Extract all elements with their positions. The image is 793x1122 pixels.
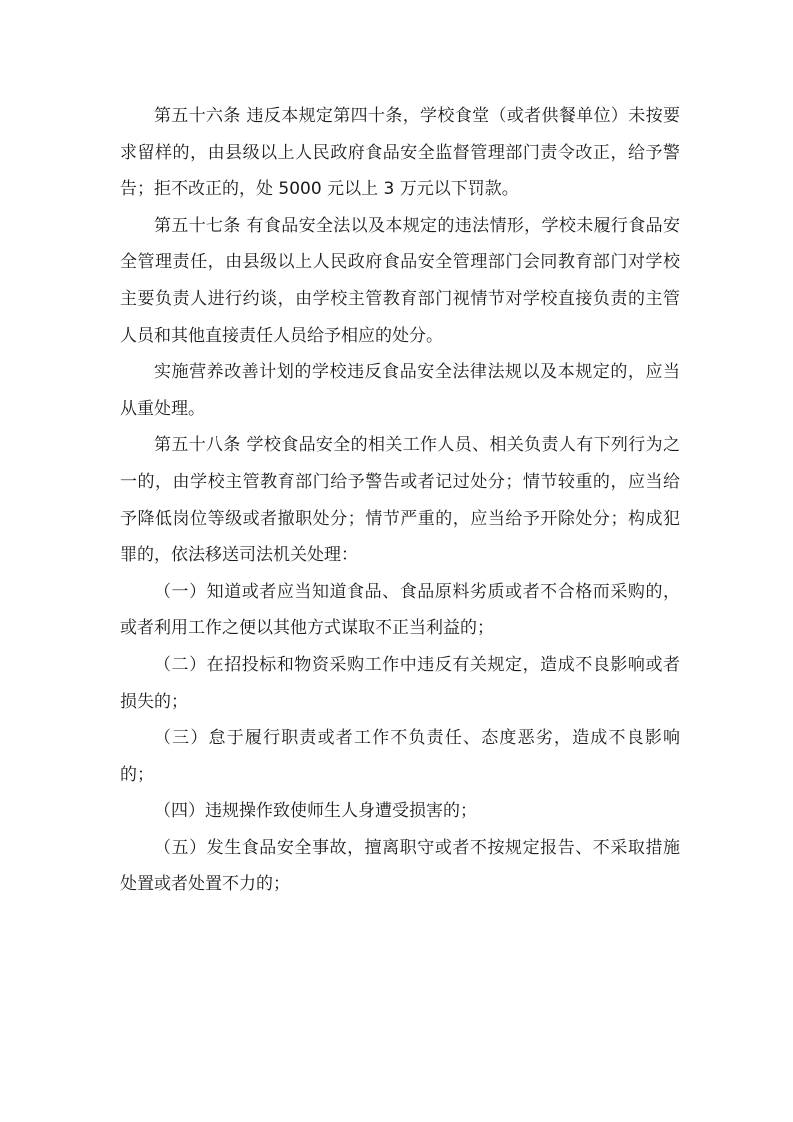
list-item-5: （五）发生食品安全事故，擅离职守或者不按规定报告、不采取措施处置或者处置不力的； [120,837,680,895]
document-body [120,98,680,903]
list-item-2: （二）在招投标和物资采购工作中违反有关规定，造成不良影响或者损失的； [120,654,680,712]
list-item-1: （一）知道或者应当知道食品、食品原料劣质或者不合格而采购的，或者利用工作之便以其他方式谋取不正当利益的； [120,581,680,639]
list-item-4: （四）违规操作致使师生人身遭受损害的； [154,801,477,822]
list-item-3: （三）怠于履行职责或者工作不负责任、态度恶劣，造成不良影响的； [120,728,680,785]
article-58-paragraph: 第五十八条 学校食品安全的相关工作人员、相关负责人有下列行为之一的，由学校主管教育部门给予警告或者记过处分；情节较重的，应当给予降低岗位等级或者撤职处分；情节严重的，应当给予开除处分；构成犯罪的，依法移送司法机关处理： [120,435,680,566]
article-57-paragraph: 第五十七条 有食品安全法以及本规定的违法情形，学校未履行食品安全管理责任，由县级以上人民政府食品安全管理部门会同教育部门对学校主要负责人进行约谈，由学校主管教育部门视情节对学校直接负责的主管人员和其他直接责任人员给予相应的处分。 [120,215,680,346]
article-56-paragraph: 第五十六条 违反本规定第四十条，学校食堂（或者供餐单位）未按要求留样的，由县级以上人民政府食品安全监督管理部门责令改正，给予警告；拒不改正的，处 5000 元以上 3 万元以下罚款。 [120,106,680,200]
nutrition-plan-paragraph: 实施营养改善计划的学校违反食品安全法律法规以及本规定的，应当从重处理。 [120,362,680,419]
